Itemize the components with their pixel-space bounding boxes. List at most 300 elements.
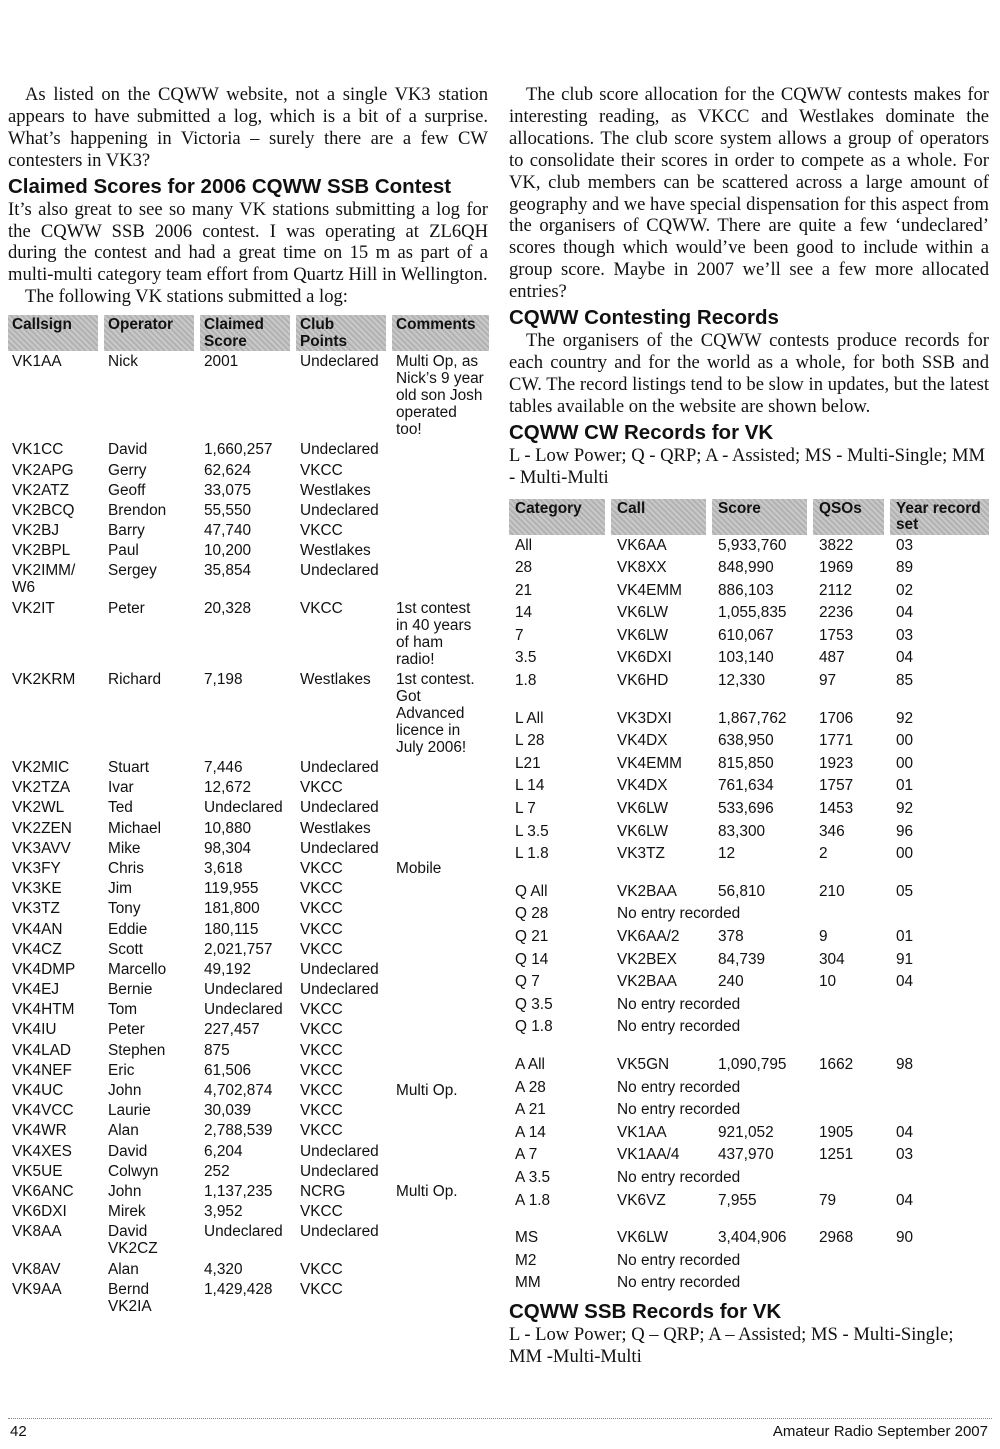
cell-callsign: VK2TZA (12, 779, 71, 797)
record-row (509, 580, 989, 603)
cell-score: 815,850 (718, 754, 774, 772)
header-qsos: QSOs (813, 499, 890, 535)
table-row (8, 878, 489, 898)
cell-club-points: Westlakes (300, 542, 371, 560)
cell-year: 01 (896, 777, 914, 795)
cell-callsign: VK4LAD (12, 1041, 72, 1059)
cell-operator: Tony (108, 900, 141, 918)
cell-year: 03 (896, 626, 914, 644)
header-year-record-set: Year record set (890, 499, 989, 535)
cell-category: Q 3.5 (515, 995, 553, 1013)
cell-comments (392, 1161, 489, 1181)
cell-comments (392, 1201, 489, 1221)
cell-claimed-score: 20,328 (204, 599, 252, 617)
cell-callsign: VK3FY (12, 859, 61, 877)
cell-callsign: VK2BCQ (12, 501, 75, 519)
cell-callsign: VK2BPL (12, 542, 71, 560)
record-row (509, 753, 989, 776)
cell-call: VK6VZ (617, 1191, 666, 1209)
table-row (8, 460, 489, 480)
cell-category: Q 1.8 (515, 1018, 553, 1036)
cell-comments (392, 919, 489, 939)
table-row (8, 500, 489, 520)
record-row (509, 881, 989, 904)
cell-score: 610,067 (718, 626, 774, 644)
cell-qsos: 1771 (819, 732, 854, 750)
cell-score: 83,300 (718, 822, 766, 840)
cell-callsign: VK8AV (12, 1260, 61, 1278)
cell-claimed-score: 98,304 (204, 839, 252, 857)
cell-no-entry: No entry recorded (617, 905, 741, 923)
cell-club-points: Undeclared (300, 759, 379, 777)
cell-callsign: VK4VCC (12, 1102, 74, 1120)
cell-claimed-score: 2001 (204, 353, 239, 371)
table-row (8, 939, 489, 959)
cell-callsign: VK3KE (12, 880, 62, 898)
section-heading-cw-records: CQWW CW Records for VK (509, 420, 774, 444)
cell-club-points: VKCC (300, 900, 343, 918)
header-call: Call (611, 499, 712, 535)
cell-club-points: VKCC (300, 940, 343, 958)
publication-footer: Amateur Radio September 2007 (772, 1423, 988, 1440)
cell-call: VK4EMM (617, 754, 682, 772)
cell-qsos: 1706 (819, 709, 854, 727)
record-row (509, 1122, 989, 1145)
cell-claimed-score: 55,550 (204, 501, 252, 519)
cell-club-points: Westlakes (300, 670, 371, 688)
cell-claimed-score: 1,137,235 (204, 1182, 273, 1200)
cell-score: 12,330 (718, 672, 766, 690)
claimed-scores-paragraph: It’s also great to see so many VK stations submitting a log for the CQWW SSB 2006 contest. I was operating at ZL6QH during the contest and had a great time on 15 m as part of a multi-multi category team effort from Quartz Hill in Wellington. (8, 198, 488, 286)
table-row (8, 1120, 489, 1140)
table-row (8, 1040, 489, 1060)
spacer-cell (509, 1212, 989, 1227)
cell-score: 437,970 (718, 1146, 774, 1164)
cell-operator: Laurie (108, 1102, 151, 1120)
cell-category: Q 7 (515, 973, 540, 991)
cell-club-points: VKCC (300, 1280, 343, 1298)
cell-no-entry: No entry recorded (617, 1168, 741, 1186)
cell-callsign: VK3AVV (12, 839, 71, 857)
footer-divider (8, 1418, 992, 1419)
cell-club-points: Undeclared (300, 562, 379, 580)
cell-claimed-score: Undeclared (204, 799, 283, 817)
cell-club-points: VKCC (300, 522, 343, 540)
cell-club-points: Undeclared (300, 501, 379, 519)
cell-claimed-score: 3,952 (204, 1203, 243, 1221)
cell-year: 04 (896, 973, 914, 991)
cell-call: VK2BAA (617, 973, 677, 991)
cell-year: 92 (896, 800, 914, 818)
cell-club-points: VKCC (300, 920, 343, 938)
record-row (509, 730, 989, 753)
cell-callsign: VK4EJ (12, 981, 60, 999)
table-row (8, 979, 489, 999)
cell-score: 7,955 (718, 1191, 757, 1209)
cell-category: L 28 (515, 732, 545, 750)
record-row (509, 971, 989, 994)
cell-claimed-score: 12,672 (204, 779, 252, 797)
cell-claimed-score: 7,446 (204, 759, 243, 777)
cell-category: 14 (515, 604, 533, 622)
cell-club-points: VKCC (300, 1260, 343, 1278)
cell-score: 638,950 (718, 732, 774, 750)
table-row (8, 777, 489, 797)
cell-comments (392, 878, 489, 898)
cell-operator: Bernie (108, 981, 153, 999)
cell-comments (392, 540, 489, 560)
cell-qsos: 2 (819, 845, 828, 863)
cell-operator: Eddie (108, 920, 148, 938)
cell-call: VK4DX (617, 777, 668, 795)
cell-no-entry: No entry recorded (617, 1101, 741, 1119)
cell-score: 84,739 (718, 950, 766, 968)
cell-club-points: Westlakes (300, 819, 371, 837)
cell-club-points: Undeclared (300, 839, 379, 857)
record-row (509, 775, 989, 798)
table-row (8, 959, 489, 979)
group-spacer (509, 866, 989, 881)
cell-comments: Multi Op. (396, 1082, 458, 1100)
cell-callsign: VK8AA (12, 1223, 62, 1241)
cell-operator: Ivar (108, 779, 134, 797)
cell-comments (392, 480, 489, 500)
cell-club-points: VKCC (300, 1061, 343, 1079)
cell-score: 761,634 (718, 777, 774, 795)
cell-club-points: Undeclared (300, 981, 379, 999)
cell-claimed-score: 62,624 (204, 461, 252, 479)
cell-comments: Mobile (396, 859, 442, 877)
table-row (8, 858, 489, 878)
claimed-scores-header-row (8, 315, 489, 351)
cell-category: Q 21 (515, 928, 549, 945)
cell-claimed-score: 33,075 (204, 481, 252, 499)
cell-claimed-score: 2,021,757 (204, 940, 273, 958)
cell-operator: David VK2CZ (108, 1223, 158, 1258)
claimed-scores-table (8, 315, 489, 1316)
cell-category: 7 (515, 626, 524, 644)
cell-club-points: NCRG (300, 1182, 346, 1200)
cell-club-points: VKCC (300, 1001, 343, 1019)
record-row (509, 557, 989, 580)
cell-call: VK6LW (617, 800, 669, 818)
cell-operator: Jim (108, 880, 132, 898)
cell-club-points: VKCC (300, 880, 343, 898)
cell-category: L 1.8 (515, 845, 549, 863)
cell-category: 28 (515, 559, 533, 577)
cell-callsign: VK2ZEN (12, 819, 72, 837)
ssb-legend: L - Low Power; Q – QRP; A – Assisted; MS - Multi-Single; MM -Multi-Multi (509, 1323, 954, 1367)
cell-qsos: 3822 (819, 536, 854, 554)
cell-year: 92 (896, 709, 914, 727)
cell-year: 04 (896, 1123, 914, 1141)
cell-callsign: VK1AA (12, 353, 62, 371)
cell-qsos: 304 (819, 950, 845, 968)
cell-callsign: VK4UC (12, 1082, 64, 1100)
cell-score: 921,052 (718, 1123, 774, 1141)
record-row (509, 994, 989, 1017)
cell-year: 85 (896, 672, 914, 690)
cell-category: L 14 (515, 777, 545, 795)
cell-comments (392, 460, 489, 480)
cell-call: VK6HD (617, 672, 669, 690)
cell-callsign: VK9AA (12, 1280, 62, 1298)
cell-comments: Multi Op, as Nick’s 9 year old son Josh operated too! (396, 353, 484, 439)
cell-qsos: 1905 (819, 1123, 854, 1141)
cell-qsos: 487 (819, 649, 845, 667)
cell-operator: Mirek (108, 1203, 146, 1221)
cell-comments (392, 898, 489, 918)
cell-category: Q 14 (515, 950, 549, 968)
cell-claimed-score: 1,429,428 (204, 1280, 273, 1298)
table-row (8, 351, 489, 439)
cell-claimed-score: 30,039 (204, 1102, 252, 1120)
cell-operator: David (108, 441, 148, 459)
cell-claimed-score: 875 (204, 1041, 230, 1059)
cell-comments: 1st contest in 40 years of ham radio! (396, 599, 472, 668)
cell-operator: Alan (108, 1260, 139, 1278)
cell-claimed-score: 2,788,539 (204, 1122, 273, 1140)
table-row (8, 919, 489, 939)
cell-category: All (515, 536, 533, 554)
cell-comments (392, 520, 489, 540)
record-row (509, 1272, 989, 1295)
cell-no-entry: No entry recorded (617, 1274, 741, 1292)
cell-operator: Barry (108, 522, 145, 540)
header-operator: Operator (104, 315, 200, 351)
submitted-log-paragraph: The following VK stations submitted a log: (25, 286, 348, 308)
cell-callsign: VK6ANC (12, 1182, 74, 1200)
cell-no-entry: No entry recorded (617, 1078, 741, 1096)
cell-category: 3.5 (515, 649, 537, 667)
group-spacer (509, 693, 989, 708)
records-paragraph: The organisers of the CQWW contests produce records for each country and for the world as a whole, for both SSB and CW. The record listings tend to be slow in updates, but the latest tables available on the website are shown below. (509, 330, 989, 417)
right-column (509, 84, 989, 1368)
cell-operator: Marcello (108, 960, 167, 978)
cell-operator: Geoff (108, 481, 146, 499)
table-row (8, 898, 489, 918)
cell-call: VK5GN (617, 1055, 670, 1073)
cell-club-points: Undeclared (300, 960, 379, 978)
left-column (8, 84, 488, 1316)
cell-comments (392, 1100, 489, 1120)
cell-club-points: VKCC (300, 1102, 343, 1120)
table-row (8, 838, 489, 858)
cell-callsign: VK6DXI (12, 1203, 67, 1221)
cell-qsos: 97 (819, 672, 837, 690)
header-claimed-score: Claimed Score (200, 315, 296, 351)
cell-callsign: VK4NEF (12, 1061, 72, 1079)
cell-club-points: VKCC (300, 859, 343, 877)
cell-claimed-score: 181,800 (204, 900, 260, 918)
cell-callsign: VK2IT (12, 599, 55, 617)
cell-category: Q 28 (515, 905, 549, 923)
cell-call: VK8XX (617, 559, 667, 577)
intro-paragraph: As listed on the CQWW website, not a single VK3 station appears to have submitted a log, which is a bit of a surprise. What’s happening in Victoria – surely there are a few CW contesters in VK3? (8, 84, 488, 171)
cell-claimed-score: 61,506 (204, 1061, 252, 1079)
cell-qsos: 210 (819, 882, 845, 900)
cell-callsign: VK4IU (12, 1021, 57, 1039)
cell-category: A 21 (515, 1101, 546, 1119)
cell-comments (392, 560, 489, 597)
cell-score: 240 (718, 973, 744, 991)
cell-claimed-score: 6,204 (204, 1142, 243, 1160)
cell-club-points: Westlakes (300, 481, 371, 499)
cell-qsos: 2968 (819, 1229, 854, 1247)
cell-comments (392, 1221, 489, 1258)
record-row (509, 1190, 989, 1213)
record-row (509, 821, 989, 844)
cell-qsos: 2112 (819, 581, 853, 599)
record-row (509, 708, 989, 731)
cell-category: 21 (515, 581, 533, 599)
cell-call: VK3TZ (617, 845, 665, 863)
cell-qsos: 9 (819, 928, 828, 945)
cell-year: 00 (896, 754, 914, 772)
cell-club-points: Undeclared (300, 353, 379, 371)
cell-callsign: VK4CZ (12, 940, 62, 958)
cell-category: A 1.8 (515, 1191, 551, 1209)
cell-score: 3,404,906 (718, 1229, 787, 1247)
record-row (509, 843, 989, 866)
cell-claimed-score: 10,880 (204, 819, 252, 837)
cell-year: 03 (896, 1146, 914, 1164)
cell-comments (392, 1040, 489, 1060)
cell-category: MS (515, 1229, 539, 1247)
cell-score: 1,867,762 (718, 709, 787, 727)
cell-operator: David (108, 1142, 148, 1160)
group-spacer (509, 1039, 989, 1054)
cell-call: VK6LW (617, 626, 669, 644)
cell-operator: Tom (108, 1001, 138, 1019)
header-score: Score (712, 499, 813, 535)
cell-callsign: VK4DMP (12, 960, 76, 978)
cell-club-points: Undeclared (300, 799, 379, 817)
spacer-cell (509, 866, 989, 881)
cell-operator: Chris (108, 859, 144, 877)
cell-comments (392, 1279, 489, 1316)
table-row (8, 1259, 489, 1279)
cell-comments (392, 1141, 489, 1161)
cell-qsos: 346 (819, 822, 845, 840)
cell-operator: Mike (108, 839, 141, 857)
cell-operator: Colwyn (108, 1162, 159, 1180)
cell-comments (392, 979, 489, 999)
cell-callsign: VK4XES (12, 1142, 72, 1160)
table-row (8, 757, 489, 777)
header-category: Category (509, 499, 611, 535)
cell-year: 01 (896, 928, 914, 945)
cell-category: L 7 (515, 800, 536, 818)
cell-callsign: VK2KRM (12, 670, 76, 688)
cell-category: L 3.5 (515, 822, 549, 840)
record-row (509, 1099, 989, 1122)
record-row (509, 1016, 989, 1039)
cell-operator: Ted (108, 799, 133, 817)
cell-callsign: VK5UE (12, 1162, 63, 1180)
header-callsign: Callsign (8, 315, 104, 351)
table-row (8, 439, 489, 459)
cw-records-table (509, 499, 989, 1295)
cell-club-points: Undeclared (300, 441, 379, 459)
cell-comments (392, 959, 489, 979)
cell-call: VK6DXI (617, 649, 672, 667)
cell-callsign: VK2WL (12, 799, 65, 817)
spacer-cell (509, 1039, 989, 1054)
cell-category: L All (515, 709, 544, 727)
cell-no-entry: No entry recorded (617, 995, 741, 1013)
cell-operator: Peter (108, 1021, 145, 1039)
cell-club-points: Undeclared (300, 1142, 379, 1160)
cell-no-entry: No entry recorded (617, 1251, 741, 1269)
cell-category: MM (515, 1274, 541, 1292)
cell-qsos: 1453 (819, 800, 854, 818)
record-row (509, 647, 989, 670)
cell-year: 05 (896, 882, 914, 900)
cell-claimed-score: 1,660,257 (204, 441, 273, 459)
table-row (8, 818, 489, 838)
cell-score: 1,055,835 (718, 604, 787, 622)
cell-qsos: 10 (819, 973, 837, 991)
cell-club-points: VKCC (300, 599, 343, 617)
cell-qsos: 1923 (819, 754, 854, 772)
cell-year: 04 (896, 604, 914, 622)
cell-callsign: VK3TZ (12, 900, 60, 918)
cell-qsos: 1251 (819, 1146, 854, 1164)
cell-call: VK6LW (617, 1229, 669, 1247)
cell-score: 5,933,760 (718, 536, 787, 554)
record-row (509, 1144, 989, 1167)
cell-claimed-score: Undeclared (204, 1001, 283, 1019)
cell-club-points: VKCC (300, 1021, 343, 1039)
cell-operator: Sergey (108, 562, 157, 580)
cell-call: VK6AA (617, 536, 667, 554)
cell-operator: Alan (108, 1122, 139, 1140)
cell-callsign: VK4HTM (12, 1001, 75, 1019)
cell-call: VK6LW (617, 604, 669, 622)
cell-claimed-score: 252 (204, 1162, 230, 1180)
cell-club-points: VKCC (300, 1203, 343, 1221)
cell-score: 1,090,795 (718, 1055, 787, 1073)
cell-callsign: VK4AN (12, 920, 63, 938)
cell-callsign: VK4WR (12, 1122, 67, 1140)
cell-category: A 14 (515, 1123, 546, 1141)
cell-operator: Nick (108, 353, 138, 371)
cell-comments (392, 777, 489, 797)
table-row (8, 797, 489, 817)
table-row (8, 540, 489, 560)
cell-category: Q All (515, 882, 548, 900)
record-row (509, 1077, 989, 1100)
cell-claimed-score: 10,200 (204, 542, 252, 560)
cell-year: 96 (896, 822, 914, 840)
table-row (8, 1019, 489, 1039)
cell-comments (392, 939, 489, 959)
cw-legend: L - Low Power; Q - QRP; A - Assisted; MS - Multi-Single; MM - Multi-Multi (509, 444, 986, 488)
group-spacer (509, 1212, 989, 1227)
cell-club-points: VKCC (300, 1041, 343, 1059)
cell-year: 89 (896, 559, 914, 577)
cell-comments (392, 1259, 489, 1279)
table-row (8, 1161, 489, 1181)
record-row (509, 926, 989, 949)
record-row (509, 625, 989, 648)
table-row (8, 560, 489, 597)
cell-score: 103,140 (718, 649, 774, 667)
cell-category: A All (515, 1055, 545, 1073)
record-row (509, 1054, 989, 1077)
cell-year: 90 (896, 1229, 914, 1247)
